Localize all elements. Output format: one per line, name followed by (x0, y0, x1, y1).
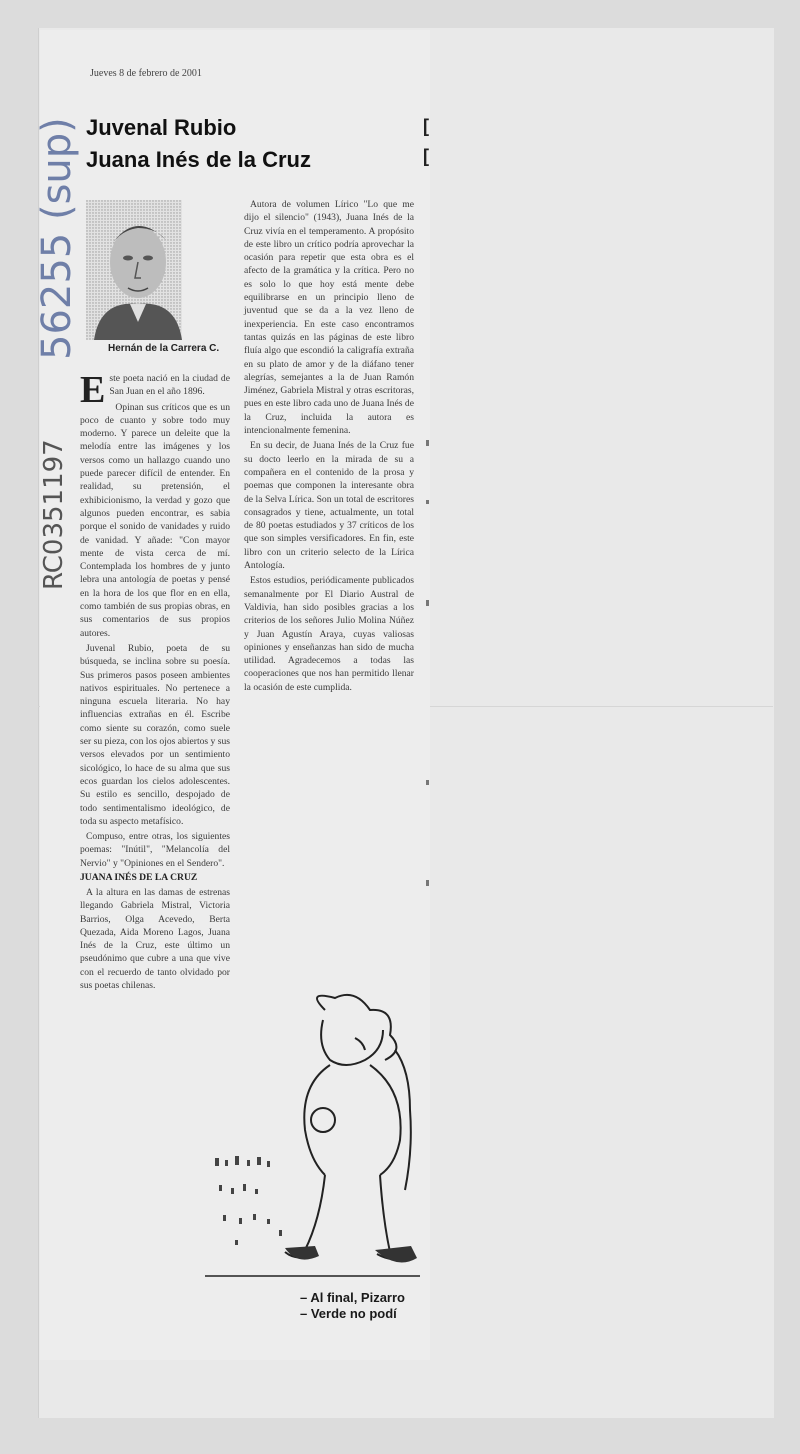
handwritten-note: RC0351197 (39, 439, 69, 590)
paragraph: Estos estudios, periódicamente publicados semanalmente por El Diario Austral de Valdivia, han sido posibles gracias a los criterios de los señores Julio Molina Núñez y Juan Agustín Araya, cuyas valiosas opiniones y enseñanzas han sido de mucha utilidad. Agradecemos a todas las cooperaciones que nos han permitido llenar la ocasión de este cumplida. (244, 575, 414, 693)
column-edge-mark (426, 500, 429, 504)
author-portrait (86, 200, 182, 340)
paragraph: Juvenal Rubio, poeta de su búsqueda, se inclina sobre su poesía. Sus primeros pasos poseen ambientes nativos espirituales. No pertenece a ninguna escuela literaria. No hay influencias extrañas en él. Escribe como siente su corazón, como suele ser su pieza, con los ojos abiertos y sus versos elevados por un sentimiento sicológico, lo hace de su alma que sus ecos guardan los cielos adolescentes. Su estilo es sencillo, despojado de todo sentimentalismo ideológico, de toda su aspecto metafísico. (80, 642, 231, 827)
cartoon-caption (300, 1290, 405, 1322)
drop-cap: E (80, 369, 106, 411)
paragraph: Autora de volumen Lírico "Lo que me dijo el silencio" (1943), Juana Inés de la Cruz vivía en el temperamento. A propósito de este libro un crítico podría aprovechar la ocasión para repetir que esta obra es el afecto de la gramática y la crítica. Pero no es solo lo que hoy está mente debe equilibrarse en un principio lleno de juventud que se da a la vez lleno de inexperiencia. En este caso encontramos tantas quizás en las páginas de este libro fluía algo que escondió la caligrafía extraña en su plato de amor y de la diáfano tener alegrías, semejantes a la de Juan Ramón Jiménez, Gabriela Mistral y otras escritoras, pues en este libro cada uno de Juana Inés de la Cruz, incluida la autora es intencionalmente femenina. (244, 199, 414, 437)
caption-line: – Verde no podí (300, 1306, 397, 1321)
article-column-2 (244, 198, 414, 696)
column-edge-mark (426, 440, 429, 446)
cartoon-illustration (205, 990, 420, 1285)
caption-line: – Al final, Pizarro (300, 1290, 405, 1305)
title-line-1: Juvenal Rubio (86, 115, 237, 140)
article-column-1 (80, 369, 231, 994)
section-subhead: JUANA INÉS DE LA CRUZ (80, 871, 198, 883)
paragraph: Este poeta nació en la ciudad de San Juan en el año 1896. (80, 369, 230, 411)
column-edge-mark (426, 780, 429, 785)
paragraph: Compuso, entre otras, los siguientes poemas: "Inútil", "Melancolía del Nervio" y "Opiniones en el Sendero". (80, 831, 230, 869)
article-byline: Hernán de la Carrera C. (108, 343, 220, 354)
handwritten-note: 56255 (sup) (34, 117, 80, 360)
column-edge-mark: [ (423, 116, 429, 136)
handwritten-archive-code (20, 420, 80, 590)
column-edge-mark (426, 880, 429, 886)
publication-date: Jueves 8 de febrero de 2001 (90, 68, 202, 79)
article-title (86, 112, 311, 176)
paragraph: Opinan sus críticos que es un poco de cuanto y sobre todo muy moderno. Y parece un deleite que la melodía entre las imágenes y los versos como un hallazgo cuando uno puede parecer difícil de entender. En realidad, su pretensión, el exhibicionismo, la verdad y gozo que algunos pueden encontrar, es sabia porque el sonido de vanidades y ruido de vanidad. Y añade: "Con mayor mente de vista cerca de mí. Contemplada los hombres de y junto lebra una antología de poetas y pensé en la hora de los que flor en en ella, como también de sus propias obras, en sus comentarios de sus propios autores. (80, 401, 230, 639)
handwritten-catalog-number (30, 60, 90, 360)
column-edge-mark: [ (423, 146, 429, 166)
title-line-2: Juana Inés de la Cruz (86, 147, 311, 172)
column-edge-mark (426, 600, 429, 606)
paragraph: En su decir, de Juana Inés de la Cruz fue su docto leerlo en la mirada de su a compañera en el contenido de la prosa y poemas que componen la interesante obra de la Selva Lírica. Son un total de escritores consagrados y tiene, actualmente, un total de 80 poetas estudiados y 37 críticos de los que son simples versificadores. En fin, este libro con un criterio selecto de la Lírica Antología. (244, 440, 414, 572)
paragraph: A la altura en las damas de estrenas llegando Gabriela Mistral, Victoria Barrios, Olga Acevedo, Berta Quezada, Aida Moreno Lagos, Juana Inés de la Cruz, este último un pseudónimo que cubre a una que vive con el recuerdo de tanto olvidado por sus poetas chilenas. (80, 886, 230, 992)
